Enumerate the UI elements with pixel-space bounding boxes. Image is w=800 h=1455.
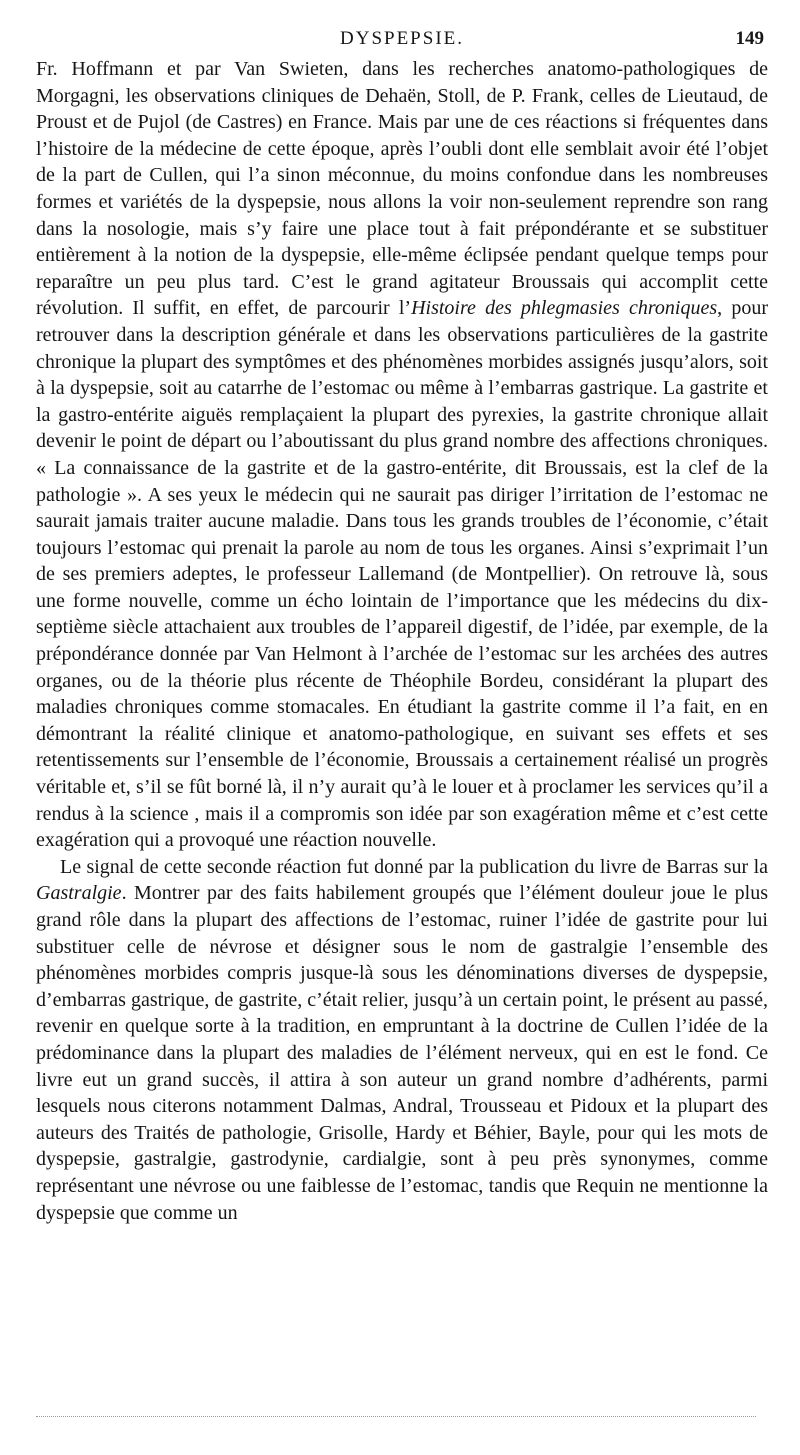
paragraph-1 bbox=[36, 56, 768, 854]
book-title-italic: Gastralgie bbox=[36, 882, 122, 905]
footer-rule bbox=[36, 1416, 756, 1417]
book-page bbox=[36, 0, 768, 1226]
paragraph-2 bbox=[36, 854, 768, 1226]
page-header bbox=[36, 0, 768, 56]
text-run: Fr. Hoffmann et par Van Swieten, dans les recherches anatomo-pathologiques de Morgagni, les observations cliniques de Dehaën, Stoll, de P. Frank, celles de Lieutaud, de Proust et de Pujol (de Castres) en France. Mais par une de ces réactions si fréquentes dans l’histoire de la médecine de cette époque, après l’oubli dont elle semblait avoir été l’objet de la part de Cullen, qui l’a sinon méconnue, du moins confondue dans les nombreuses formes et variétés de la dyspepsie, nous allons la voir non-seulement reprendre son rang dans la nosologie, mais s’y faire une place tout à fait prépondérante et se substituer entièrement à la notion de la dyspepsie, elle-même éclipsée pendant quelque temps pour reparaître un peu plus tard. C’est le grand agitateur Broussais qui accomplit cette révolution. Il suffit, en effet, de parcourir l’ bbox=[36, 58, 768, 320]
running-title: DYSPEPSIE. bbox=[340, 28, 464, 49]
book-title-italic: Histoire des phlegmasies chroniques bbox=[411, 297, 718, 320]
body-text bbox=[36, 56, 768, 1226]
page-number: 149 bbox=[735, 28, 764, 49]
text-run: . Montrer par des faits habilement groupés que l’élément douleur joue le plus grand rôle dans la plupart des affections de l’estomac, ruiner l’idée de gastrite pour lui substituer celle de névrose et désigner sous le nom de gastralgie l’ensemble des phénomènes morbides compris jusque-là sous les dénominations diverses de dyspepsie, d’embarras gastrique, de gastrite, c’était relier, jusqu’à un certain point, le présent au passé, revenir en quelque sorte à la tradition, en empruntant à la doctrine de Cullen l’idée de la prédominance dans la plupart des maladies de l’élément nerveux, qui en est le fond. Ce livre eut un grand succès, il attira à son auteur un grand nombre d’adhérents, parmi lesquels nous citerons notamment Dalmas, Andral, Trousseau et Pidoux et la plupart des auteurs des Traités de pathologie, Grisolle, Hardy et Béhier, Bayle, pour qui les mots de dyspepsie, gastralgie, gastrodynie, cardialgie, sont à peu près synonymes, comme représentant une névrose ou une faiblesse de l’estomac, tandis que Requin ne mentionne la dyspepsie que comme un bbox=[36, 882, 768, 1224]
text-run: , pour retrouver dans la description générale et dans les observations particulières de la gastrite chronique la plupart des symptômes et des phénomènes morbides assignés jusqu’alors, soit à la dyspepsie, soit au catarrhe de l’estomac ou même à l’embarras gastrique. La gastrite et la gastro-entérite aiguës remplaçaient la plupart des pyrexies, la gastrite chronique allait devenir le point de départ ou l’aboutissant du plus grand nombre des affections chroniques. « La connaissance de la gastrite et de la gastro-entérite, dit Broussais, est la clef de la pathologie ». A ses yeux le médecin qui ne saurait pas diriger l’irritation de l’estomac ne saurait jamais traiter aucune maladie. Dans tous les grands troubles de l’économie, c’était toujours l’estomac qui prenait la parole au nom de tous les organes. Ainsi s’exprimait l’un de ses premiers adeptes, le professeur Lallemand (de Montpellier). On retrouve là, sous une forme nouvelle, comme un écho lointain de l’importance que les médecins du dix-septième siècle attachaient aux troubles de l’appareil digestif, de l’idée, par exemple, de la prépondérance donnée par Van Helmont à l’archée de l’estomac sur les archées des autres organes, ou de la théorie plus récente de Théophile Bordeu, considérant la plupart des maladies chroniques comme stomacales. En étudiant la gastrite comme il l’a fait, en en démontrant la réalité clinique et anatomo-pathologique, en suivant ses effets et ses retentissements sur l’ensemble de l’économie, Broussais a certainement réalisé un progrès véritable et, s’il se fût borné là, il n’y aurait qu’à le louer et à proclamer les services qu’il a rendus à la science , mais il a compromis son idée par son exagération même et c’est cette exagération qui a provoqué une réaction nouvelle. bbox=[36, 297, 768, 852]
text-run: Le signal de cette seconde réaction fut donné par la publication du livre de Barras sur la bbox=[60, 855, 768, 878]
